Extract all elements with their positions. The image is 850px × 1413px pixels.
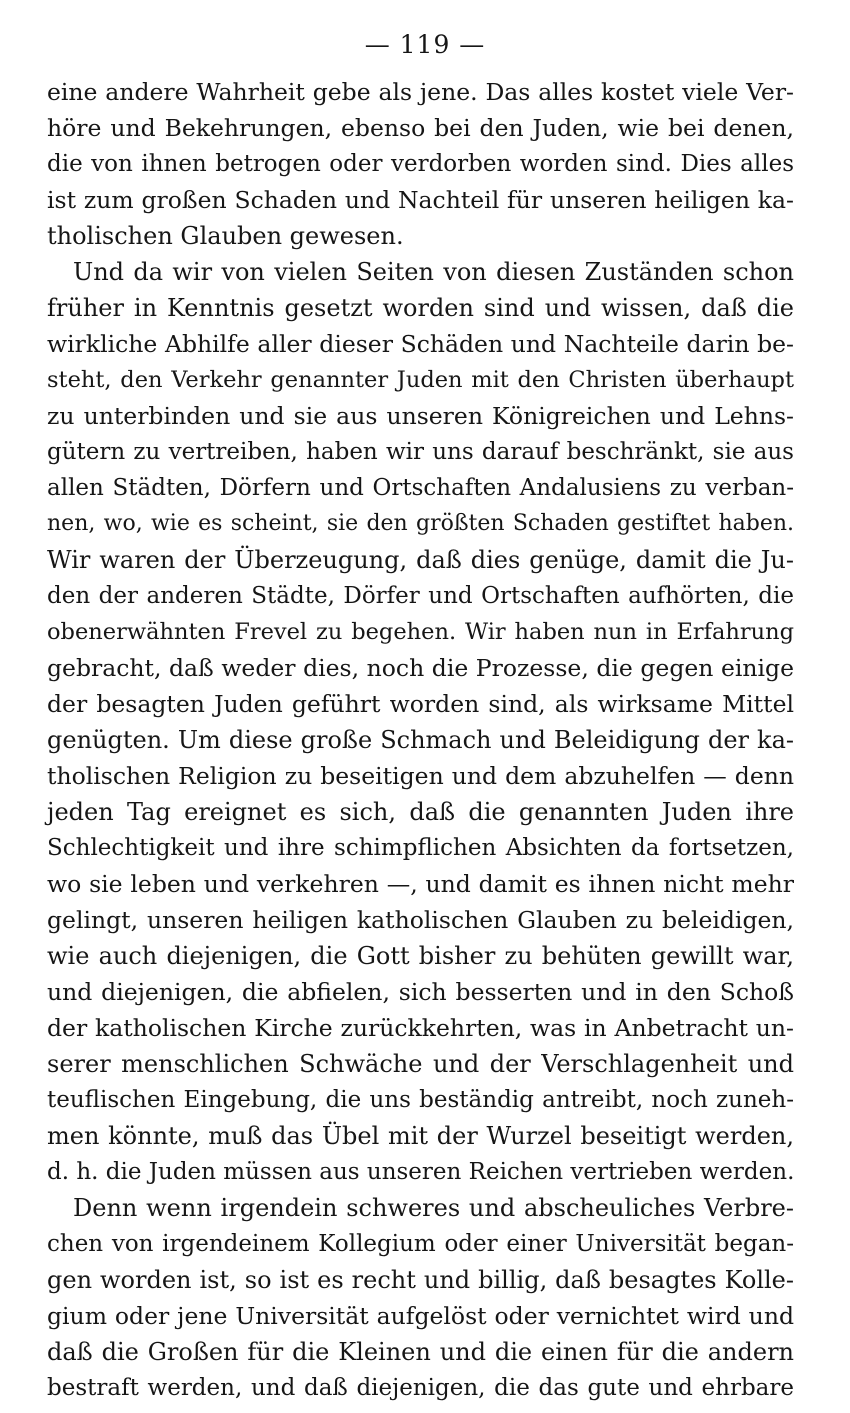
text-line: bestraft werden, und daß diejenigen, die das gute und ehrbare — [47, 1375, 794, 1401]
text-line: genügten. Um diese große Schmach und Beleidigung der ka- — [47, 726, 794, 754]
text-line: allen Städten, Dörfern und Ortschaften Andalusiens zu verban- — [47, 475, 794, 501]
text-line: Und da wir von vielen Seiten von diesen Zuständen schon — [73, 258, 794, 286]
page-number: — 119 — — [364, 30, 486, 59]
text-line: zu unterbinden und sie aus unseren Königreichen und Lehns- — [47, 402, 794, 430]
text-line: nen, wo, wie es scheint, sie den größten Schaden gestiftet haben. — [47, 511, 794, 536]
text-line: gütern zu vertreiben, haben wir uns darauf beschränkt, sie aus — [47, 439, 794, 465]
text-line: Wir waren der Überzeugung, daß dies genüge, damit die Ju- — [47, 546, 794, 574]
text-line: d. h. die Juden müssen aus unseren Reichen vertrieben werden. — [47, 1159, 795, 1185]
text-line: gebracht, daß weder dies, noch die Prozesse, die gegen einige — [47, 654, 794, 682]
text-line: Schlechtigkeit und ihre schimpflichen Absichten da fortsetzen, — [47, 835, 794, 861]
text-line: gen worden ist, so ist es recht und billig, daß besagtes Kolle- — [47, 1266, 794, 1294]
text-line: obenerwähnten Frevel zu begehen. Wir haben nun in Erfahrung — [47, 619, 794, 645]
text-line: chen von irgendeinem Kollegium oder einer Universität began- — [47, 1231, 794, 1257]
text-line: teuflischen Eingebung, die uns beständig antreibt, noch zuneh- — [47, 1087, 794, 1113]
text-line: ist zum großen Schaden und Nachteil für unseren heiligen ka- — [47, 186, 794, 214]
text-line: men könnte, muß das Übel mit der Wurzel beseitigt werden, — [47, 1122, 794, 1150]
text-line: gium oder jene Universität aufgelöst oder vernichtet wird und — [47, 1302, 794, 1330]
text-line: tholischen Glauben gewesen. — [47, 222, 404, 250]
text-line: serer menschlichen Schwäche und der Verschlagenheit und — [47, 1050, 794, 1078]
text-line: früher in Kenntnis gesetzt worden sind und wissen, daß die — [47, 294, 794, 322]
text-line: daß die Großen für die Kleinen und die einen für die andern — [47, 1338, 794, 1366]
text-line: Denn wenn irgendein schweres und abscheuliches Verbre- — [73, 1194, 794, 1222]
text-line: gelingt, unseren heiligen katholischen Glauben zu beleidigen, — [47, 906, 794, 934]
text-line: die von ihnen betrogen oder verdorben worden sind. Dies alles — [47, 151, 794, 177]
text-line: eine andere Wahrheit gebe als jene. Das alles kostet viele Ver- — [47, 78, 794, 106]
text-line: steht, den Verkehr genannter Juden mit den Christen überhaupt — [47, 367, 794, 393]
text-line: wirkliche Abhilfe aller dieser Schäden und Nachteile darin be- — [47, 330, 794, 358]
text-line: der katholischen Kirche zurückkehrten, was in Anbetracht un- — [47, 1014, 794, 1042]
text-line: der besagten Juden geführt worden sind, als wirksame Mittel — [47, 690, 794, 718]
text-line: den der anderen Städte, Dörfer und Ortschaften aufhörten, die — [47, 583, 794, 609]
text-line: wie auch diejenigen, die Gott bisher zu behüten gewillt war, — [47, 942, 794, 970]
text-line: jeden Tag ereignet es sich, daß die genannten Juden ihre — [47, 798, 794, 826]
text-line: und diejenigen, die abfielen, sich besserten und in den Schoß — [47, 978, 794, 1006]
text-line: höre und Bekehrungen, ebenso bei den Juden, wie bei denen, — [47, 114, 794, 142]
text-line: wo sie leben und verkehren —, und damit es ihnen nicht mehr — [47, 870, 794, 898]
text-line: tholischen Religion zu beseitigen und dem abzuhelfen — denn — [47, 762, 794, 790]
